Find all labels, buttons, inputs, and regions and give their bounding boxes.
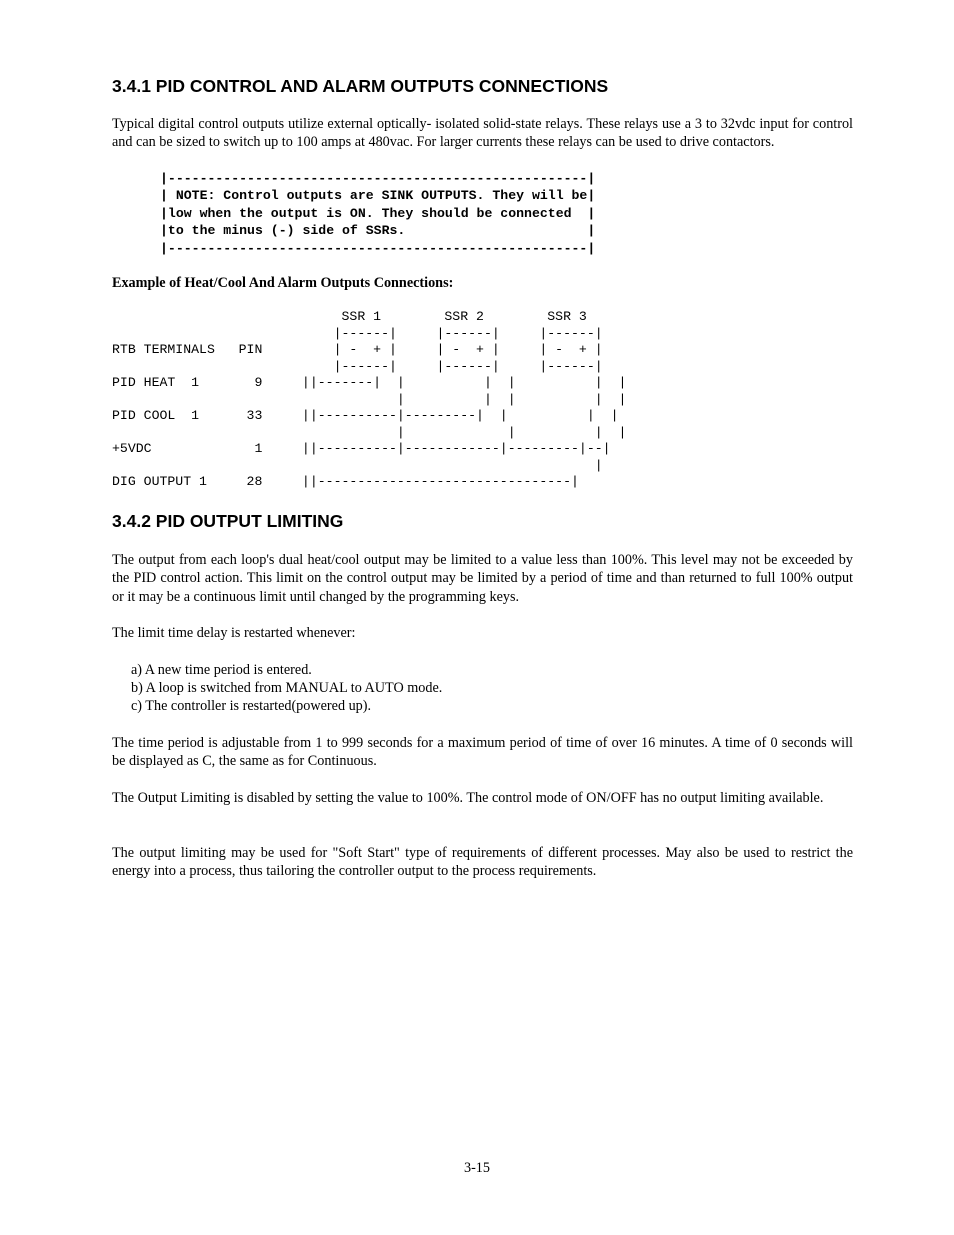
note-box: |-----------------------------------------------------| | NOTE: Control outputs are SINK OUTPUTS. They will be| |low when the output is ON. They should be connected | |to the minus (-) side of SSRs. | |-----------------------------------------------------| — [160, 171, 596, 256]
restart-conditions-list — [131, 661, 442, 716]
limiting-paragraph-2: The limit time delay is restarted whenever: — [112, 625, 356, 641]
section-heading-pid-control: 3.4.1 PID CONTROL AND ALARM OUTPUTS CONNECTIONS — [112, 76, 609, 96]
page-number: 3-15 — [463, 1160, 490, 1176]
section-heading-output-limiting: 3.4.2 PID OUTPUT LIMITING — [112, 511, 344, 531]
limiting-paragraph-5: The output limiting may be used for "Soft Start" type of requirements of different processes. May also be used to restrict the energy into a process, thus tailoring the controller output to the process requirements. — [112, 845, 853, 880]
list-item: b) A loop is switched from MANUAL to AUTO mode. — [131, 680, 443, 697]
list-item: c) The controller is restarted(powered up). — [131, 698, 372, 715]
intro-paragraph: Typical digital control outputs utilize external optically- isolated solid-state relays. These relays use a 3 to 32vdc input for control and can be sized to switch up to 100 amps at 480vac. For larger currents these relays can be used to drive contactors. — [112, 116, 853, 151]
wiring-diagram: SSR 1 SSR 2 SSR 3 |------| |------| |------| RTB TERMINALS PIN | - + | | - + | | - + | |------| |------| |------| PID HEAT 1 9 ||-------| | | | | | | | | | | PID COOL 1 33 ||----------|---------| | | | | | | | +5VDC 1 ||----------|------------|---------|--| | DIG OUTPUT 1 28 ||--------------------------------| — [112, 309, 627, 489]
list-item: a) A new time period is entered. — [131, 662, 312, 678]
limiting-paragraph-1: The output from each loop's dual heat/cool output may be limited to a value less than 100%. This level may not be exceeded by the PID control action. This limit on the control output may be limited by a period of time and than returned to full 100% output or it may be a continuous limit until changed by the programming keys. — [112, 552, 853, 605]
example-caption: Example of Heat/Cool And Alarm Outputs Connections: — [112, 275, 454, 291]
limiting-paragraph-3: The time period is adjustable from 1 to 999 seconds for a maximum period of time of over 16 minutes. A time of 0 seconds will be displayed as C, the same as for Continuous. — [112, 735, 853, 770]
limiting-paragraph-4: The Output Limiting is disabled by setting the value to 100%. The control mode of ON/OFF has no output limiting available. — [112, 790, 824, 806]
